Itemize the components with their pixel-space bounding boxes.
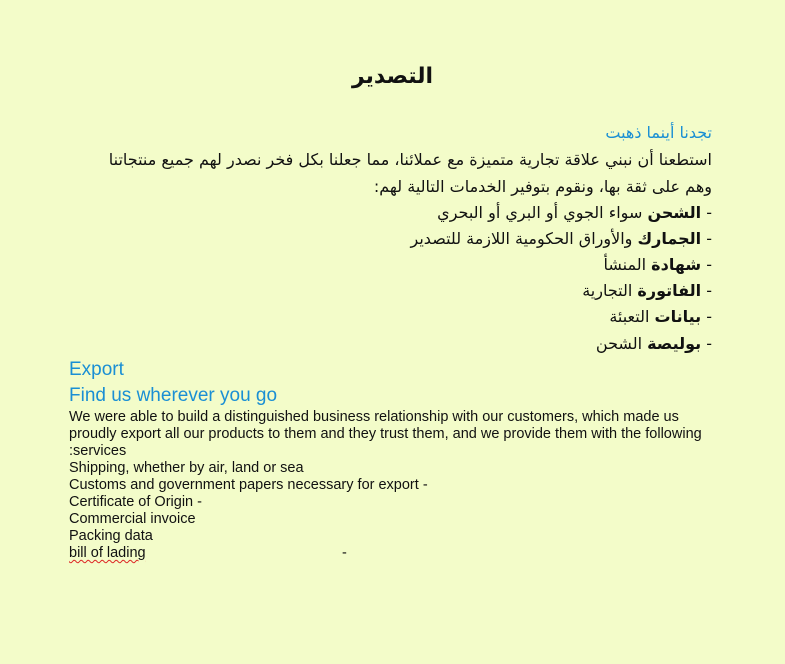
bullet: - [701,281,712,300]
arabic-service-item [609,307,712,326]
stray-dash: - [342,545,347,561]
bullet: - [701,203,712,222]
arabic-service-item [582,281,712,300]
bullet: - [701,229,712,248]
english-paragraph-line-3: :services [69,443,127,459]
english-service-item: Shipping, whether by air, land or sea [69,460,304,476]
service-bold: بيانات [654,307,702,326]
english-service-item: Customs and government papers necessary for export - [69,477,428,493]
page-title: التصدير [351,64,434,89]
english-heading: Export [69,359,124,380]
service-bold: بوليصة [647,334,702,353]
english-service-item: Certificate of Origin - [69,494,202,510]
service-text: المنشأ [603,255,652,274]
english-service-item: Commercial invoice [69,511,196,527]
arabic-subtitle: تجدنا أينما ذهبت [605,123,712,142]
english-service-item: Packing data [69,528,153,544]
service-bold: الجمارك [637,229,702,248]
english-paragraph-line-2: proudly export all our products to them and they trust them, and we provide them with the following [69,426,702,442]
arabic-service-item [596,334,712,353]
bullet: - [701,307,712,326]
arabic-service-item [411,229,712,248]
english-paragraph-line-1: We were able to build a distinguished business relationship with our customers, which made us [69,409,679,425]
service-bold: شهادة [651,255,702,274]
service-text: الشحن [595,334,648,353]
service-bold: الفاتورة [637,281,702,300]
service-text: التجارية [582,281,638,300]
english-subheading: Find us wherever you go [69,385,278,406]
arabic-paragraph-line-1: استطعنا أن نبني علاقة تجارية متميزة مع عملائنا، مما جعلنا بكل فخر نصدر لهم جميع منتجاتنا [108,150,712,169]
service-text: التعبئة [609,307,655,326]
arabic-paragraph-line-2: وهم على ثقة بها، ونقوم بتوفير الخدمات التالية لهم: [373,177,712,196]
service-text: سواء الجوي أو البري أو البحري [437,203,648,222]
service-bold: الشحن [647,203,702,222]
bullet: - [701,255,712,274]
bullet: - [701,334,712,353]
english-service-item-misspelled: bill of lading [69,545,146,561]
arabic-service-item [604,255,712,274]
service-text: والأوراق الحكومية اللازمة للتصدير [410,229,638,248]
arabic-service-item [437,203,712,222]
